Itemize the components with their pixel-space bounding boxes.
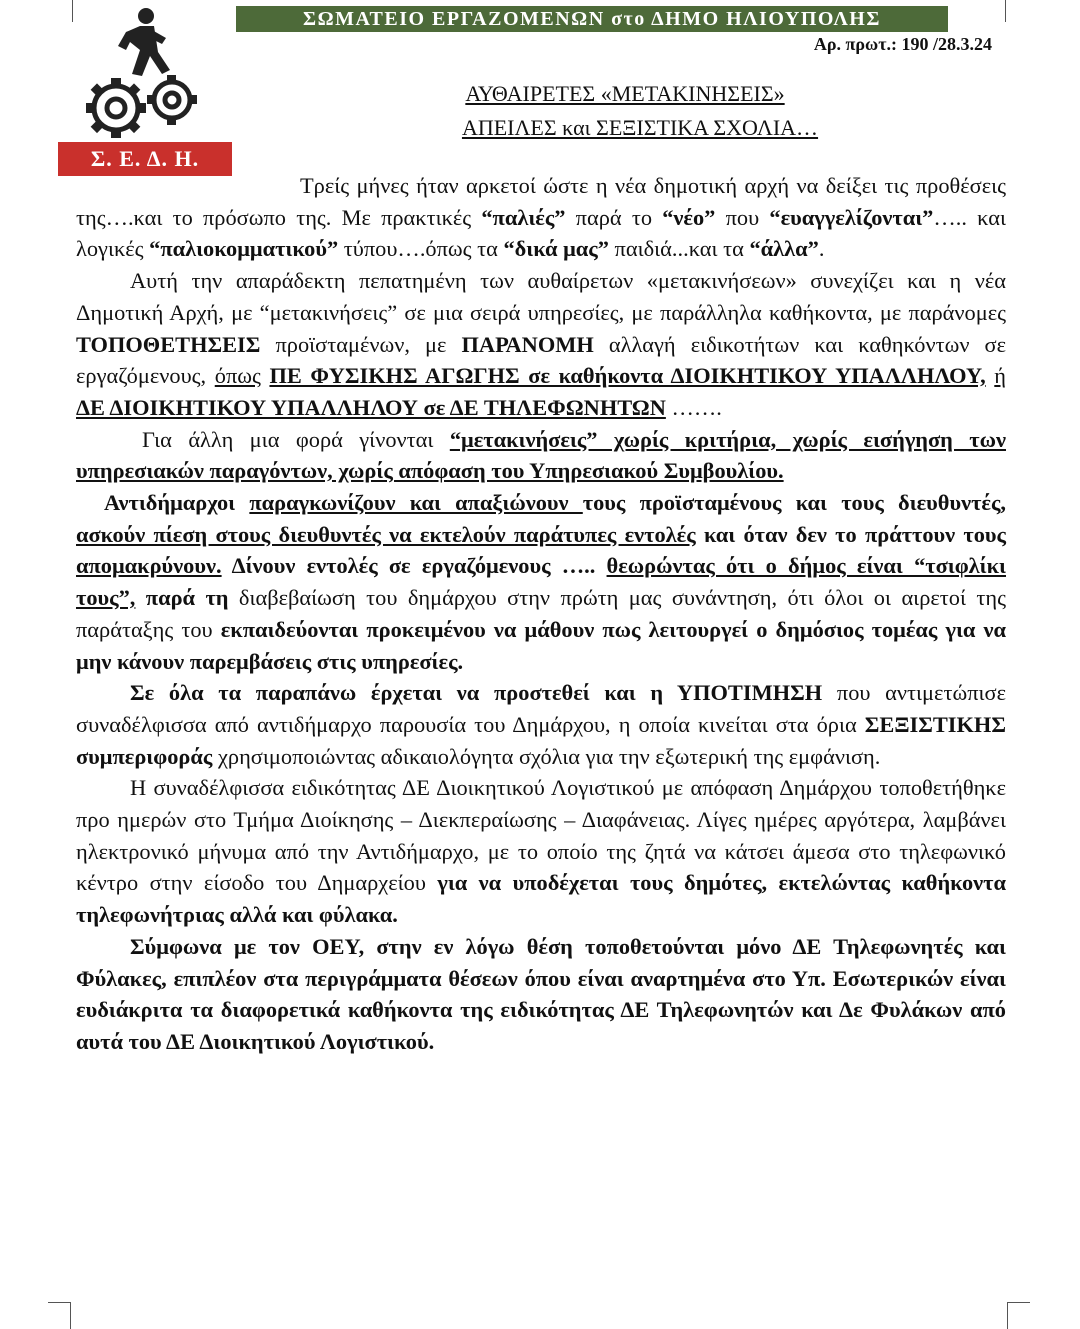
gears-runner-icon [54, 4, 234, 144]
document-title-line1: ΑΥΘΑΙΡΕΤΕΣ «ΜΕΤΑΚΙΝΗΣΕΙΣ» [465, 81, 785, 106]
logo-label: Σ. Ε. Δ. Η. [58, 142, 232, 176]
document-title-line2: ΑΠΕΙΛΕΣ και ΣΕΞΙΣΤΙΚΑ ΣΧΟΛΙΑ… [461, 115, 819, 140]
paragraph-6: Η συναδέλφισσα ειδικότητας ΔΕ Διοικητικού Λογιστικού με απόφαση Δημάρχου τοποθετήθηκε προ ημερών στο Τμήμα Διοίκησης – Διεκπεραίωσης – Διαφάνειας. Λίγες ημέρες αργότερα, λαμβάνει ηλεκτρονικό μήνυμα από την Αντιδήμαρχο, με το οποίο της ζητά να κάτσει άμεσα στο τηλεφωνικό κέντρο στην είσοδο του Δημαρχείου για να υποδέχεται τους δημότες, εκτελώντας καθήκοντα τηλεφωνήτριας αλλά και φύλακα. [76, 775, 1006, 928]
crop-mark-bottom-right [1007, 1302, 1030, 1329]
crop-mark-bottom-left [48, 1302, 71, 1329]
paragraph-5: Σε όλα τα παραπάνω έρχεται να προστεθεί και η ΥΠΟΤΙΜΗΣΗ που αντιμετώπισε συναδέλφισσα από αντιδήμαρχο παρουσία του Δημάρχου, η οποία κινείται στα όρια ΣΕΞΙΣΤΙΚΗΣ συμπεριφοράς χρησιμοποιώντας αδικαιολόγητα σχόλια για την εξωτερική της εμφάνιση. [76, 680, 1006, 769]
union-banner: ΣΩΜΑΤΕΙΟ ΕΡΓΑΖΟΜΕΝΩΝ στο ΔΗΜΟ ΗΛΙΟΥΠΟΛΗΣ [236, 6, 948, 32]
union-logo [54, 4, 234, 174]
paragraph-1: Τρείς μήνες ήταν αρκετοί ώστε η νέα δημοτική αρχή να δείξει τις προθέσεις της….και το πρόσωπο της. Με πρακτικές “παλιές” παρά το “νέο” που “ευαγγελίζονται”….. και λογικές “παλιοκομματικού” τύπου….όπως τα “δικά μας” παιδιά...και τα “άλλα”. [76, 173, 1006, 262]
paragraph-3: Για άλλη μια φορά γίνονται “μετακινήσεις” χωρίς κριτήρια, χωρίς εισήγηση των υπηρεσιακών παραγόντων, χωρίς απόφαση του Υπηρεσιακού Συμβουλίου. [76, 426, 1006, 484]
paragraph-2: Αυτή την απαράδεκτη πεπατημένη των αυθαίρετων «μετακινήσεων» συνεχίζει και η νέα Δημοτική Αρχή, με “μετακινήσεις” σε μια σειρά υπηρεσίες, με παράλληλα καθήκοντα, με παράνομες ΤΟΠΟΘΕΤΗΣΕΙΣ προϊσταμένων, με ΠΑΡΑΝΟΜΗ αλλαγή ειδικοτήτων και καθηκόντων σε εργαζόμενους, όπως ΠΕ ΦΥΣΙΚΗΣ ΑΓΩΓΗΣ σε καθήκοντα ΔΙΟΙΚΗΤΙΚΟΥ ΥΠΑΛΛΗΛΟΥ, ή ΔΕ ΔΙΟΙΚΗΤΙΚΟΥ ΥΠΑΛΛΗΛΟΥ σε ΔΕ ΤΗΛΕΦΩΝΗΤΩΝ ……. [76, 268, 1007, 420]
crop-mark-top-right [1005, 0, 1020, 22]
protocol-number: Αρ. πρωτ.: 190 /28.3.24 [813, 34, 992, 54]
paragraph-4: Αντιδήμαρχοι παραγκωνίζουν και απαξιώνουν τους προϊσταμένους και τους διευθυντές, ασκούν πίεση στους διευθυντές να εκτελούν παράτυπες εντολές και όταν δεν το πράττουν τους απομακρύνουν. Δίνουν εντολές σε εργαζόμενους ….. θεωρώντας ότι ο δήμος είναι “τσιφλίκι τους”, παρά τη διαβεβαίωση του δημάρχου στην πρώτη μας συνάντηση, ότι όλοι οι αιρετοί της παράταξης του εκπαιδεύονται προκειμένου να μάθουν πως λειτουργεί ο δημόσιος τομέας για να μην κάνουν παρεμβάσεις στις υπηρεσίες. [76, 490, 1007, 674]
document-body [76, 170, 1006, 1058]
paragraph-7: Σύμφωνα με τον ΟΕΥ, στην εν λόγω θέση τοποθετούνται μόνο ΔΕ Τηλεφωνητές και Φύλακες, επιπλέον στα περιγράμματα θέσεων όπου είναι αναρτημένα στο Υπ. Εσωτερικών είναι ευδιάκριτα τα διαφορετικά καθήκοντα της ειδικότητας ΔΕ Τηλεφωνητών και Δε Φυλάκων από αυτά του ΔΕ Διοικητικού Λογιστικού. [76, 933, 1006, 1054]
